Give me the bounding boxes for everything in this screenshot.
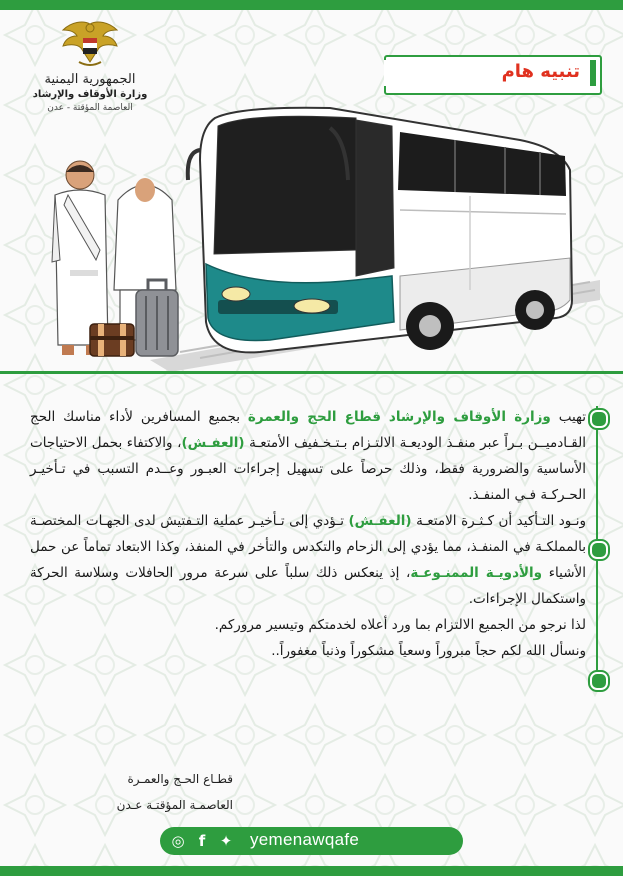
- p1-text: بجميع المسافرين لأداء مناسك الحج القـادميــن بـراً عبر منفـذ الوديعـة الالتـزام بـتـخـفيف الأمتعـة: [30, 409, 586, 451]
- p2-text-end: ، إذ ينعكس ذلك سلباً على سرعة مرور الحافلات وسلاسة الحركة واستكمال الإجراءات.: [30, 565, 586, 607]
- ministry-name: وزارة الأوقاف والإرشاد: [32, 89, 148, 100]
- alert-box: [384, 55, 602, 95]
- p2-text: ونـود التـأكيد أن كـثـرة الامتعـة: [411, 513, 586, 529]
- notice-body: [30, 404, 586, 664]
- afsh-highlight: (العفـش): [181, 435, 245, 451]
- social-icons: [168, 831, 236, 851]
- signature-city: العاصمـة المؤقتـة عـدن: [116, 798, 233, 812]
- p1-intro: تهيب: [550, 409, 586, 425]
- social-handle[interactable]: yemenawqafe: [250, 830, 360, 849]
- bottom-accent-bar: [0, 866, 623, 876]
- ministry-highlight: وزارة الأوقاف والإرشاد: [388, 409, 551, 425]
- luggage-bag: [90, 324, 134, 356]
- paragraph-2: [30, 508, 586, 612]
- eagle-emblem-icon: [59, 18, 121, 70]
- sector-highlight: قطاع الحج والعمرة: [247, 409, 382, 425]
- forbidden-drugs-highlight: والأدويـة الممنـوعـة: [410, 565, 543, 581]
- alert-title: تنبيه هام: [501, 61, 580, 82]
- social-footer: [160, 827, 463, 855]
- paragraph-3: لذا نرجو من الجميع الالتزام بما ورد أعلاه لخدمتكم وتيسير مروركم.: [214, 617, 586, 633]
- timeline-dot: [590, 541, 608, 559]
- paragraph-4: ونسأل الله لكم حجاً مبروراً وسعياً مشكوراً وذنباً مغفوراً..: [271, 643, 586, 659]
- republic-name: الجمهورية اليمنية: [44, 72, 136, 87]
- instagram-icon[interactable]: ◎: [171, 832, 185, 850]
- p1-text-end: ، والاكتفاء بحمل الاحتياجات الأساسية والضرورية فقط، وذلك حرصاً على تسهيل إجراءات العبـور وعــدم التسبب في تـأخيـر الحـركـة فـي المنفـذ.: [30, 435, 586, 503]
- signature-block: [33, 766, 233, 818]
- timeline-dot: [590, 410, 608, 428]
- bus-illustration: [188, 108, 572, 353]
- signature-sector: قطـاع الحـج والعمـرة: [127, 772, 233, 786]
- timeline-dot: [590, 672, 608, 690]
- top-accent-bar: [0, 0, 623, 10]
- twitter-icon[interactable]: ✦: [219, 832, 233, 850]
- luggage-suitcase: [136, 280, 178, 356]
- p1-space: [381, 409, 389, 425]
- hero-illustration: [0, 90, 623, 380]
- city-name: العاصمة المؤقتة - عدن: [47, 103, 133, 113]
- section-divider: [0, 371, 623, 374]
- afsh-highlight: (العفـش): [348, 513, 412, 529]
- alert-inner: [384, 60, 596, 86]
- facebook-icon[interactable]: f: [198, 832, 206, 850]
- paragraph-1: [30, 404, 586, 508]
- p2-text-mid: تـؤدي إلى تـأخيـر عملية التـفتيش لدى الجهـات المختصـة بالمملكـة في المنفـذ، مما يؤدي إلى الزحام والتكدس والتأخر في المنفذ، وكذا الابتعاد تماماً عن حمل الأشياء: [30, 513, 586, 581]
